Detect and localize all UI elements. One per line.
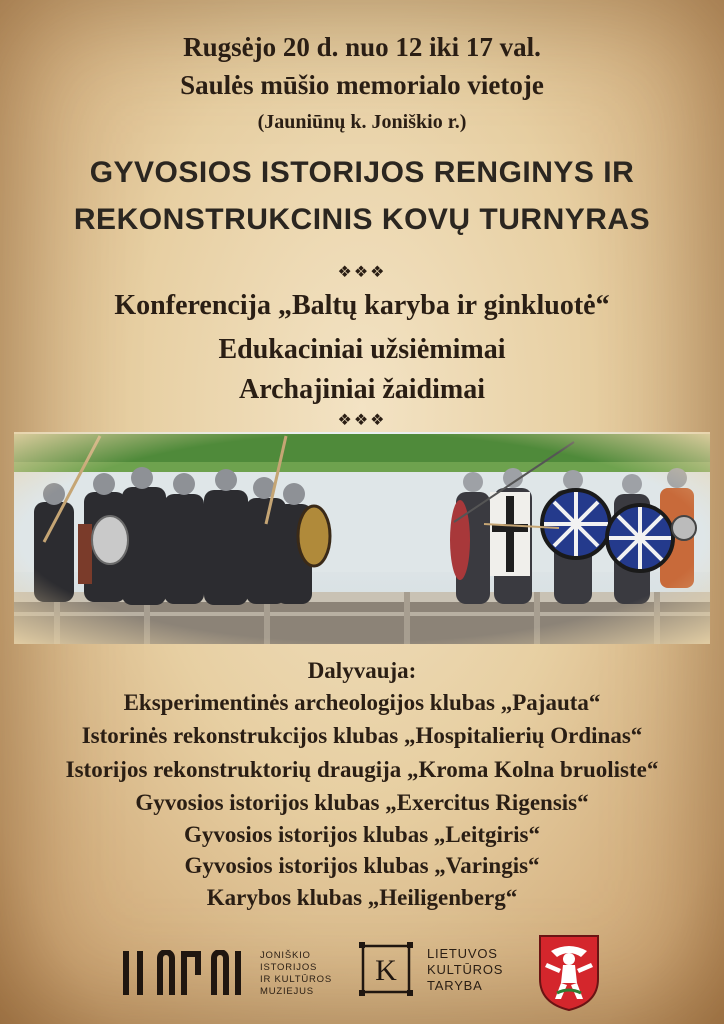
event-date: Rugsėjo 20 d. nuo 12 iki 17 val. — [183, 32, 541, 62]
participant-club: Gyvosios istorijos klubas „Exercitus Rigensis“ — [135, 790, 589, 815]
council-text-line: TARYBA — [427, 978, 483, 993]
culture-council-logo — [357, 940, 527, 1002]
participant-club: Gyvosios istorijos klubas „Leitgiris“ — [184, 822, 540, 847]
culture-council-mark-icon — [357, 940, 415, 998]
activity-games: Archajiniai žaidimai — [238, 374, 486, 405]
council-letter: K — [375, 954, 397, 987]
culture-council-text — [427, 946, 503, 994]
event-place-detail: (Jauniūnų k. Joniškio r.) — [257, 111, 467, 133]
museum-logo — [120, 946, 340, 1002]
participant-club: Istorijos rekonstruktorių draugija „Kroma Kolna bruoliste“ — [65, 757, 659, 782]
activity-education: Edukaciniai užsiėmimai — [218, 334, 506, 365]
participant-club: Eksperimentinės archeologijos klubas „Pajauta“ — [123, 690, 601, 715]
event-title-line-1: GYVOSIOS ISTORIJOS RENGINYS IR — [89, 156, 635, 189]
battle-reenactment-photo — [14, 432, 710, 644]
participants-heading: Dalyvauja: — [307, 658, 417, 683]
museum-logo-mark-icon — [120, 950, 248, 996]
participant-club: Gyvosios istorijos klubas „Varingis“ — [184, 853, 540, 878]
coat-of-arms-icon — [537, 933, 601, 1013]
ornament-divider: ❖❖❖ — [337, 262, 387, 281]
participant-club: Istorinės rekonstrukcijos klubas „Hospitalierių Ordinas“ — [81, 723, 643, 748]
activity-conference: Konferencija „Baltų karyba ir ginkluotė“ — [114, 290, 610, 321]
event-title-line-2: REKONSTRUKCINIS KOVŲ TURNYRAS — [73, 203, 651, 236]
council-text-line: KULTŪROS — [427, 962, 504, 977]
event-place: Saulės mūšio memorialo vietoje — [180, 70, 544, 100]
museum-logo-text-line: ISTORIJOS — [260, 962, 318, 973]
museum-logo-text-line: IR KULTŪROS — [260, 974, 332, 985]
coat-of-arms-logo — [537, 933, 601, 1013]
museum-logo-text — [260, 950, 332, 998]
museum-logo-text-line: JONIŠKIO — [260, 950, 311, 961]
museum-logo-text-line: MUZIEJUS — [260, 986, 314, 997]
participant-club: Karybos klubas „Heiligenberg“ — [206, 885, 518, 910]
council-text-line: LIETUVOS — [427, 946, 498, 961]
ornament-divider: ❖❖❖ — [337, 410, 387, 429]
